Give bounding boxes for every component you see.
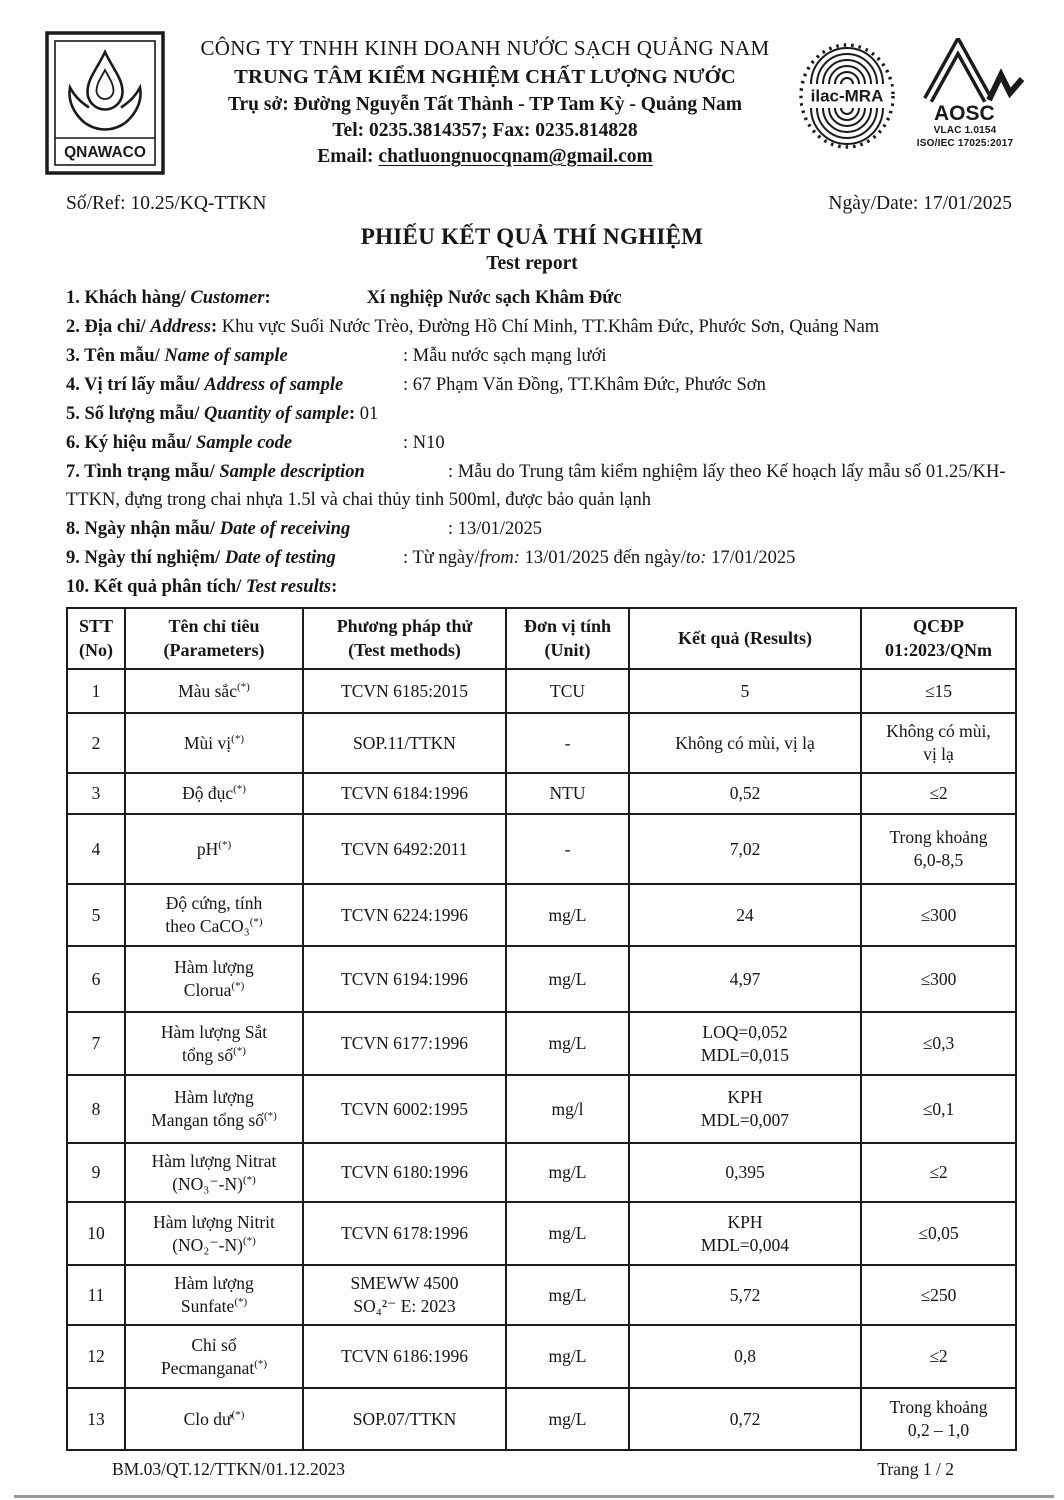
cell-limit: Trong khoảng 6,0-8,5: [861, 814, 1016, 884]
cell-no: 12: [67, 1325, 125, 1388]
cell-result: 4,97: [629, 946, 861, 1012]
cell-parameter: Hàm lượng Mangan tổng số(*): [125, 1075, 303, 1143]
col-header-result: Kết quả (Results): [629, 608, 861, 669]
cell-result: KPH MDL=0,007: [629, 1075, 861, 1143]
info-item-sample-name: 3. Tên mẫu/ Name of sample : Mẫu nước sạch mạng lưới: [66, 346, 607, 366]
cell-limit: ≤0,1: [861, 1075, 1016, 1143]
col-header-unit: Đơn vị tính (Unit): [506, 608, 629, 669]
cell-parameter: Clo dư(*): [125, 1388, 303, 1450]
cell-no: 7: [67, 1012, 125, 1075]
cell-result: 5: [629, 669, 861, 713]
cell-parameter: Màu sắc(*): [125, 669, 303, 713]
cell-method: TCVN 6224:1996: [303, 884, 506, 946]
page-title: PHIẾU KẾT QUẢ THÍ NGHIỆM: [360, 224, 704, 249]
cell-limit: Trong khoảng 0,2 – 1,0: [861, 1388, 1016, 1450]
cell-unit: mg/L: [506, 1202, 629, 1265]
cell-method: SMEWW 4500 SO₄²⁻ E: 2023: [303, 1265, 506, 1325]
cell-limit: Không có mùi, vị lạ: [861, 713, 1016, 773]
table-row: [67, 1265, 1016, 1325]
cell-parameter: Hàm lượng Sắt tổng số(*): [125, 1012, 303, 1075]
cell-unit: mg/L: [506, 1143, 629, 1202]
cell-method: TCVN 6178:1996: [303, 1202, 506, 1265]
footer-page-number: Trang 1 / 2: [877, 1459, 954, 1479]
cell-method: SOP.11/TTKN: [303, 713, 506, 773]
aosc-label: AOSC: [934, 102, 995, 124]
email-line: [176, 146, 794, 168]
cell-method: TCVN 6184:1996: [303, 773, 506, 814]
cell-unit: mg/L: [506, 1012, 629, 1075]
cell-unit: mg/L: [506, 1265, 629, 1325]
table-row: [67, 1388, 1016, 1450]
center-name: TRUNG TÂM KIỂM NGHIỆM CHẤT LƯỢNG NƯỚC: [234, 66, 736, 88]
sample-code-value: N10: [412, 433, 445, 453]
cell-result: 0,8: [629, 1325, 861, 1388]
cell-parameter: Chỉ số Pecmanganat(*): [125, 1325, 303, 1388]
report-date: Ngày/Date: 17/01/2025: [828, 193, 1012, 214]
cell-no: 6: [67, 946, 125, 1012]
cell-limit: ≤250: [861, 1265, 1016, 1325]
col-header-limit: QCĐP 01:2023/QNm: [861, 608, 1016, 669]
address-line: Trụ sở: Đường Nguyễn Tất Thành - TP Tam Kỳ - Quảng Nam: [227, 94, 743, 115]
col-header-method: Phương pháp thử (Test methods): [303, 608, 506, 669]
info-item-sample-code: 6. Ký hiệu mẫu/ Sample code : N10: [66, 433, 445, 453]
accreditation-logos: [794, 30, 1026, 154]
page-subtitle: Test report: [486, 253, 578, 274]
table-row: [67, 713, 1016, 773]
cell-unit: -: [506, 814, 629, 884]
cell-result: 24: [629, 884, 861, 946]
aosc-logo: [904, 38, 1026, 150]
sample-info-section: [0, 275, 1064, 601]
cell-unit: mg/L: [506, 884, 629, 946]
cell-no: 2: [67, 713, 125, 773]
cell-method: SOP.07/TTKN: [303, 1388, 506, 1450]
address-value: Khu vực Suối Nước Trèo, Đường Hồ Chí Minh, TT.Khâm Đức, Phước Sơn, Quảng Nam: [221, 317, 880, 337]
cell-no: 3: [67, 773, 125, 814]
cell-unit: mg/L: [506, 1388, 629, 1450]
document-header: [0, 0, 1064, 181]
quantity-value: 01: [359, 404, 379, 424]
cell-parameter: pH(*): [125, 814, 303, 884]
email-label: Email:: [317, 146, 379, 167]
cell-no: 1: [67, 669, 125, 713]
info-item-address: 2. Địa chỉ/ Address: Khu vực Suối Nước Trèo, Đường Hồ Chí Minh, TT.Khâm Đức, Phước Sơn, Quảng Nam: [66, 317, 880, 337]
info-item-customer: 1. Khách hàng/ Customer: Xí nghiệp Nước sạch Khâm Đức: [66, 288, 622, 308]
cell-result: 0,395: [629, 1143, 861, 1202]
cell-parameter: Mùi vị(*): [125, 713, 303, 773]
cell-limit: ≤300: [861, 946, 1016, 1012]
cell-unit: NTU: [506, 773, 629, 814]
cell-limit: ≤15: [861, 669, 1016, 713]
cell-parameter: Độ cứng, tính theo CaCO₃(*): [125, 884, 303, 946]
col-header-no: STT (No): [67, 608, 125, 669]
table-row: [67, 946, 1016, 1012]
cell-limit: ≤2: [861, 773, 1016, 814]
results-table: [66, 607, 1017, 1451]
sample-description-value: Mẫu do Trung tâm kiểm nghiệm lấy theo Kế hoạch lấy mẫu số 01.25/KH-TTKN, đựng trong chai nhựa 1.5l và chai thủy tinh 500ml, được bảo quản lạnh: [66, 462, 1006, 510]
cell-limit: ≤300: [861, 884, 1016, 946]
cell-no: 5: [67, 884, 125, 946]
cell-limit: ≤0,05: [861, 1202, 1016, 1265]
aosc-iso-code: ISO/IEC 17025:2017: [916, 138, 1014, 149]
info-item-sample-description: 7. Tình trạng mẫu/ Sample description : Mẫu do Trung tâm kiểm nghiệm lấy theo Kế hoạch lấy mẫu số 01.25/KH-TTKN, đựng trong chai nhựa 1.5l và chai thủy tinh 500ml, được bảo quản lạnh: [66, 462, 1006, 510]
sample-address-value: 67 Phạm Văn Đồng, TT.Khâm Đức, Phước Sơn: [412, 375, 766, 395]
aosc-vlac-code: VLAC 1.0154: [933, 125, 997, 136]
cell-limit: ≤2: [861, 1143, 1016, 1202]
info-item-test-results: 10. Kết quả phân tích/ Test results:: [66, 577, 338, 597]
cell-unit: mg/L: [506, 946, 629, 1012]
ilac-mra-logo: [794, 38, 900, 154]
cell-no: 4: [67, 814, 125, 884]
ilac-mra-label: ilac-MRA: [810, 86, 884, 106]
table-row: [67, 669, 1016, 713]
company-block: [176, 30, 794, 168]
email-address: chatluongnuocqnam@gmail.com: [378, 146, 653, 167]
page-footer: [0, 1451, 1064, 1480]
cell-no: 9: [67, 1143, 125, 1202]
table-row: [67, 884, 1016, 946]
cell-method: TCVN 6002:1995: [303, 1075, 506, 1143]
cell-parameter: Hàm lượng Clorua(*): [125, 946, 303, 1012]
cell-no: 10: [67, 1202, 125, 1265]
cell-method: TCVN 6185:2015: [303, 669, 506, 713]
table-row: [67, 773, 1016, 814]
table-row: [67, 1325, 1016, 1388]
cell-method: TCVN 6177:1996: [303, 1012, 506, 1075]
cell-result: 0,72: [629, 1388, 861, 1450]
cell-parameter: Hàm lượng Nitrit (NO₂⁻-N)(*): [125, 1202, 303, 1265]
tel-fax-line: Tel: 0235.3814357; Fax: 0235.814828: [332, 120, 638, 141]
cell-no: 11: [67, 1265, 125, 1325]
ref-number: Số/Ref: 10.25/KQ-TTKN: [66, 193, 267, 214]
cell-parameter: Hàm lượng Sunfate(*): [125, 1265, 303, 1325]
info-item-date-receiving: 8. Ngày nhận mẫu/ Date of receiving : 13/01/2025: [66, 519, 543, 539]
table-row: [67, 814, 1016, 884]
customer-value: Xí nghiệp Nước sạch Khâm Đức: [366, 288, 622, 308]
cell-result: LOQ=0,052 MDL=0,015: [629, 1012, 861, 1075]
date-receiving-value: 13/01/2025: [457, 519, 543, 539]
footer-form-code: BM.03/QT.12/TTKN/01.12.2023: [112, 1459, 346, 1479]
qnawaco-water-drop-icon: [44, 30, 166, 176]
cell-unit: TCU: [506, 669, 629, 713]
cell-no: 13: [67, 1388, 125, 1450]
table-row: [67, 1012, 1016, 1075]
table-header-row: [67, 608, 1016, 669]
date-testing-value: Từ ngày/from: 13/01/2025 đến ngày/to: 17/01/2025: [412, 548, 796, 568]
qnawaco-logo: [44, 30, 176, 181]
cell-result: Không có mùi, vị lạ: [629, 713, 861, 773]
table-row: [67, 1143, 1016, 1202]
ref-date-row: [0, 181, 1064, 215]
cell-method: TCVN 6186:1996: [303, 1325, 506, 1388]
cell-result: 5,72: [629, 1265, 861, 1325]
cell-parameter: Hàm lượng Nitrat (NO₃⁻-N)(*): [125, 1143, 303, 1202]
cell-no: 8: [67, 1075, 125, 1143]
aosc-mountain-icon: [904, 38, 1026, 124]
cell-result: KPH MDL=0,004: [629, 1202, 861, 1265]
scan-edge-artifact: [14, 1495, 1054, 1498]
cell-result: 7,02: [629, 814, 861, 884]
cell-method: TCVN 6180:1996: [303, 1143, 506, 1202]
qnawaco-logo-label: QNAWACO: [64, 144, 146, 161]
sample-name-value: Mẫu nước sạch mạng lưới: [412, 346, 607, 366]
cell-unit: mg/l: [506, 1075, 629, 1143]
info-item-quantity: 5. Số lượng mẫu/ Quantity of sample: 01: [66, 404, 379, 424]
cell-parameter: Độ đục(*): [125, 773, 303, 814]
cell-unit: -: [506, 713, 629, 773]
info-item-date-testing: 9. Ngày thí nghiệm/ Date of testing : Từ ngày/from: 13/01/2025 đến ngày/to: 17/01/2025: [66, 548, 796, 568]
cell-method: TCVN 6194:1996: [303, 946, 506, 1012]
cell-limit: ≤2: [861, 1325, 1016, 1388]
company-name: CÔNG TY TNHH KINH DOANH NƯỚC SẠCH QUẢNG NAM: [200, 36, 770, 60]
table-row: [67, 1075, 1016, 1143]
table-row: [67, 1202, 1016, 1265]
info-item-sample-address: 4. Vị trí lấy mẫu/ Address of sample : 67 Phạm Văn Đồng, TT.Khâm Đức, Phước Sơn: [66, 375, 766, 395]
col-header-parameter: Tên chỉ tiêu (Parameters): [125, 608, 303, 669]
cell-method: TCVN 6492:2011: [303, 814, 506, 884]
cell-result: 0,52: [629, 773, 861, 814]
cell-unit: mg/L: [506, 1325, 629, 1388]
cell-limit: ≤0,3: [861, 1012, 1016, 1075]
